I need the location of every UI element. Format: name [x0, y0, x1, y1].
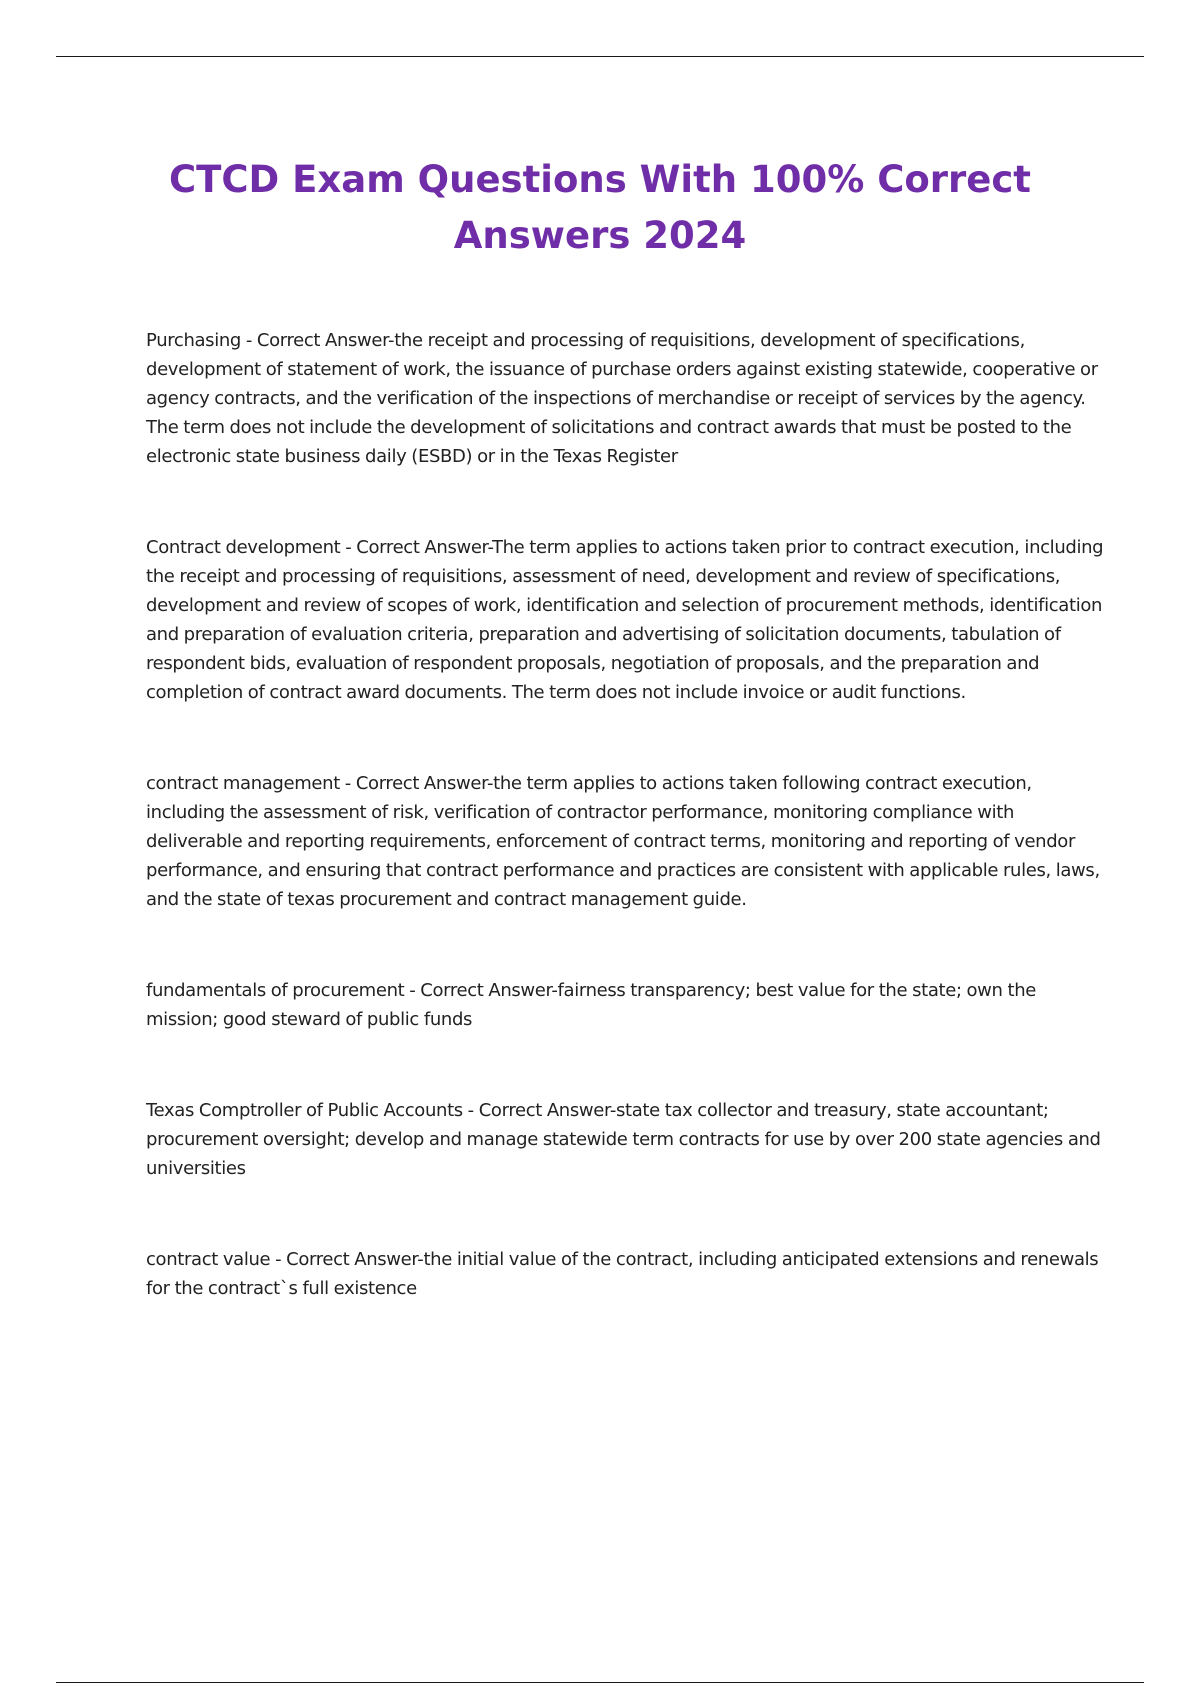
entry-term: contract value	[146, 1249, 271, 1270]
answer-label: Correct Answer-	[256, 330, 395, 351]
answer-label: Correct Answer-	[478, 1100, 617, 1121]
entry-separator: -	[241, 330, 257, 351]
top-rule	[56, 56, 1144, 57]
entry-answer: The term applies to actions taken prior to contract execution, including the receipt and processing of requisitions, assessment of need, development and review of specifications, development and review of scopes of work, identification and selection of procurement methods, identification and preparation of evaluation criteria, preparation and advertising of solicitation documents, tabulation of respondent bids, evaluation of respondent proposals, negotiation of proposals, and the preparation and completion of contract award documents. The term does not include invoice or audit functions.	[146, 537, 1104, 703]
qa-entry	[146, 533, 1106, 707]
entry-answer: the initial value of the contract, including anticipated extensions and renewals for the contract`s full existence	[146, 1249, 1099, 1299]
entry-separator: -	[462, 1100, 479, 1121]
answer-label: Correct Answer-	[286, 1249, 424, 1270]
entry-answer: state tax collector and treasury, state accountant; procurement oversight; develop and manage statewide term contracts for use by over 200 state agencies and universities	[146, 1100, 1101, 1179]
qa-entry	[146, 1096, 1106, 1183]
entry-term: fundamentals of procurement	[146, 980, 405, 1001]
qa-entry	[146, 976, 1106, 1034]
entry-term: Purchasing	[146, 330, 241, 351]
answer-label: Correct Answer-	[355, 773, 494, 794]
entry-term: contract management	[146, 773, 340, 794]
entry-answer: fairness transparency; best value for the state; own the mission; good steward of public funds	[146, 980, 1036, 1030]
page-title: CTCD Exam Questions With 100% Correct Answers 2024	[168, 158, 1031, 257]
entry-separator: -	[404, 980, 421, 1001]
entry-term: Contract development	[146, 537, 341, 558]
entry-answer: the receipt and processing of requisitions, development of specifications, development of statement of work, the issuance of purchase orders against existing statewide, cooperative or agency contracts, and the verification of the inspections of merchandise or receipt of services by the agency. The term does not include the development of solicitations and contract awards that must be posted to the electronic state business daily (ESBD) or in the Texas Register	[146, 330, 1098, 467]
entry-term: Texas Comptroller of Public Accounts	[146, 1100, 463, 1121]
entry-answer: the term applies to actions taken following contract execution, including the assessment of risk, verification of contractor performance, monitoring compliance with deliverable and reporting requirements, enforcement of contract terms, monitoring and reporting of vendor performance, and ensuring that contract performance and practices are consistent with applicable rules, laws, and the state of texas procurement and contract management guide.	[146, 773, 1100, 910]
entry-separator: -	[270, 1249, 287, 1270]
qa-entry	[146, 1245, 1106, 1303]
qa-list	[146, 326, 1106, 1365]
entry-separator: -	[340, 537, 357, 558]
answer-label: Correct Answer-	[356, 537, 492, 558]
qa-entry	[146, 769, 1106, 914]
qa-entry	[146, 326, 1106, 471]
entry-separator: -	[339, 773, 356, 794]
bottom-rule	[56, 1682, 1144, 1683]
answer-label: Correct Answer-	[420, 980, 558, 1001]
